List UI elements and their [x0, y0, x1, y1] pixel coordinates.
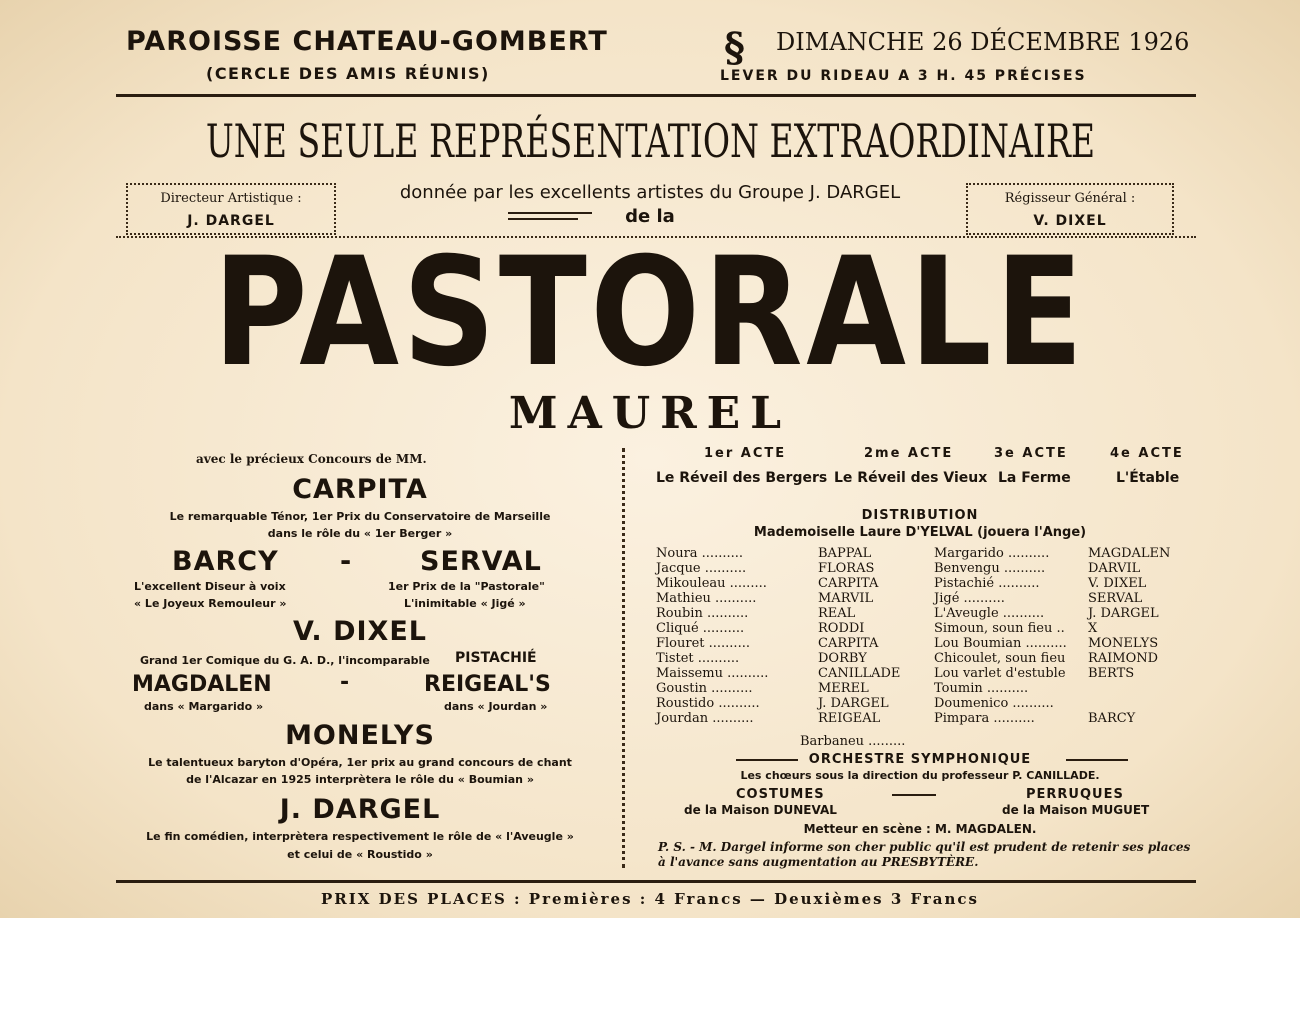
concours-intro: avec le précieux Concours de MM.: [196, 452, 427, 466]
cast-role: L'Aveugle ..........: [934, 606, 1045, 621]
cast-row: [656, 546, 926, 561]
artist-serval: SERVAL: [420, 546, 542, 577]
cast-role: Pistachié ..........: [934, 576, 1040, 591]
ps-line-1: P. S. - M. Dargel informe son cher public qu'il est prudent de retenir ses places: [658, 840, 1191, 854]
cast-role: Doumenico ..........: [934, 696, 1054, 711]
act-4-number: 4e ACTE: [1110, 446, 1184, 461]
cast-actor: CANILLADE: [818, 666, 901, 681]
cast-row: [656, 621, 926, 636]
carpita-role: dans le rôle du « 1er Berger »: [267, 527, 453, 540]
circle-name: (CERCLE DES AMIS RÉUNIS): [206, 64, 490, 83]
cast-row: [656, 711, 926, 726]
cast-role: Margarido ..........: [934, 546, 1050, 561]
cast-row: [934, 576, 1194, 591]
cast-row: [934, 666, 1194, 681]
distribution-heading: DISTRIBUTION: [861, 508, 979, 523]
perruques-house: de la Maison MUGUET: [1002, 803, 1150, 817]
monelys-role: de l'Alcazar en 1925 interprètera le rôle du « Boumian »: [186, 773, 534, 786]
cast-role: Jigé ..........: [934, 591, 1005, 606]
costumes-rule: [892, 794, 936, 796]
director-name: J. DARGEL: [187, 213, 275, 229]
act-2-number: 2me ACTE: [864, 446, 954, 461]
cast-role: Jourdan ..........: [656, 711, 754, 726]
cast-row: [934, 651, 1194, 666]
cast-row: [656, 561, 926, 576]
cast-row: [656, 636, 926, 651]
cast-role: Chicoulet, soun fieu: [934, 651, 1066, 666]
director-label: Directeur Artistique :: [160, 191, 302, 206]
given-by: donnée par les excellents artistes du Groupe J. DARGEL: [399, 182, 901, 203]
column-divider: [622, 448, 625, 868]
de-la: de la: [625, 206, 675, 227]
ticket-prices: PRIX DES PLACES : Premières : 4 Francs — Deuxièmes 3 Francs: [321, 890, 979, 908]
cast-actor: REIGEAL: [818, 711, 881, 726]
cast-role: Mathieu ..........: [656, 591, 757, 606]
cast-actor: RODDI: [818, 621, 865, 636]
cast-actor: BARCY: [1088, 711, 1136, 726]
cast-row: [656, 651, 926, 666]
cast-row: [934, 681, 1194, 696]
dash: -: [340, 546, 353, 577]
dargel-desc: Le fin comédien, interprètera respectivement le rôle de « l'Aveugle »: [146, 830, 574, 843]
cast-actor: BERTS: [1088, 666, 1135, 681]
cast-actor: BAPPAL: [818, 546, 872, 561]
cast-actor: RAIMOND: [1088, 651, 1159, 666]
artist-magdalen: MAGDALEN: [132, 672, 272, 697]
cast-actor: MEREL: [818, 681, 869, 696]
cast-actor: MARVIL: [818, 591, 874, 606]
cast-actor: X: [1088, 621, 1098, 636]
headline: UNE SEULE REPRÉSENTATION EXTRAORDINAIRE: [205, 114, 1095, 168]
dash: -: [340, 670, 350, 695]
parish-name: PAROISSE CHATEAU-GOMBERT: [126, 26, 608, 57]
regisseur-name: V. DIXEL: [1033, 213, 1107, 229]
act-1-number: 1er ACTE: [704, 446, 787, 461]
dixel-role: PISTACHIÉ: [455, 650, 537, 666]
section-ornament-icon: §: [724, 24, 745, 71]
cast-row: [934, 606, 1194, 621]
cast-role: Lou Boumian ..........: [934, 636, 1067, 651]
cast-role: Goustin ..........: [656, 681, 753, 696]
cast-row: [934, 621, 1194, 636]
cast-role: Pimpara ..........: [934, 711, 1035, 726]
cast-role: Roubin ..........: [656, 606, 749, 621]
cast-actor: MONELYS: [1088, 636, 1159, 651]
cast-role: Jacque ..........: [656, 561, 747, 576]
cast-role: Flouret ..........: [656, 636, 750, 651]
serval-role: L'inimitable « Jigé »: [404, 597, 526, 610]
artist-carpita: CARPITA: [292, 474, 428, 505]
cast-role: Mikouleau .........: [656, 576, 767, 591]
distribution-lead: Mademoiselle Laure D'YELVAL (jouera l'Ange): [753, 525, 1087, 540]
artist-monelys: MONELYS: [285, 720, 435, 751]
choirs: Les chœurs sous la direction du professeur P. CANILLADE.: [740, 769, 1100, 782]
perruques-heading: PERRUQUES: [1026, 787, 1124, 802]
cast-role: Lou varlet d'estuble: [934, 666, 1066, 681]
cast-row: [656, 606, 926, 621]
cast-row: [934, 711, 1194, 726]
cast-row: [656, 591, 926, 606]
cast-role: Benvengu ..........: [934, 561, 1046, 576]
orchestra: ORCHESTRE SYMPHONIQUE: [808, 752, 1032, 767]
cast-actor: MAGDALEN: [1088, 546, 1171, 561]
artist-barcy: BARCY: [172, 546, 279, 577]
serval-desc: 1er Prix de la "Pastorale": [388, 580, 545, 593]
play-author: MAUREL: [508, 388, 792, 439]
cast-actor: DARVIL: [1088, 561, 1141, 576]
costumes-house: de la Maison DUNEVAL: [684, 803, 837, 817]
barcy-desc: L'excellent Diseur à voix: [134, 580, 286, 593]
ornament-line: [508, 212, 592, 214]
cast-actor: DORBY: [818, 651, 867, 666]
act-3-number: 3e ACTE: [994, 446, 1068, 461]
cast-actor: SERVAL: [1088, 591, 1143, 606]
act-1-name: Le Réveil des Bergers: [656, 470, 828, 486]
dargel-role: et celui de « Roustido »: [287, 848, 433, 861]
act-4-name: L'Étable: [1116, 470, 1180, 486]
orchestra-rule: [1066, 759, 1128, 761]
dixel-desc: Grand 1er Comique du G. A. D., l'incomparable: [140, 654, 430, 667]
monelys-desc: Le talentueux baryton d'Opéra, 1er prix au grand concours de chant: [148, 756, 572, 769]
magdalen-role: dans « Margarido »: [144, 700, 264, 713]
ornament-line: [508, 218, 578, 220]
performance-date: DIMANCHE 26 DÉCEMBRE 1926: [776, 28, 1190, 56]
header-rule: [116, 94, 1196, 97]
act-2-name: Le Réveil des Vieux: [834, 470, 988, 486]
cast-row: [934, 561, 1194, 576]
cast-row: [656, 681, 926, 696]
curtain-time: LEVER DU RIDEAU A 3 H. 45 PRÉCISES: [720, 68, 1087, 84]
carpita-desc: Le remarquable Ténor, 1er Prix du Conservatoire de Marseille: [169, 510, 551, 523]
cast-row: [934, 591, 1194, 606]
cast-role: Noura ..........: [656, 546, 743, 561]
cast-row: [934, 696, 1194, 711]
ps-line-2: à l'avance sans augmentation au PRESBYTÈRE.: [658, 855, 979, 869]
cast-actor: J. DARGEL: [818, 696, 889, 711]
cast-role: Toumin ..........: [934, 681, 1029, 696]
costumes-heading: COSTUMES: [736, 787, 825, 802]
cast-actor: REAL: [818, 606, 856, 621]
artist-reigeals: REIGEAL'S: [424, 672, 551, 697]
act-3-name: La Ferme: [998, 470, 1071, 486]
cast-row: [656, 666, 926, 681]
reigeals-role: dans « Jourdan »: [444, 700, 548, 713]
cast-row: [934, 636, 1194, 651]
cast-row: [656, 696, 926, 711]
artist-dixel: V. DIXEL: [293, 616, 427, 647]
cast-actor: V. DIXEL: [1088, 576, 1147, 591]
metteur-en-scene: Metteur en scène : M. MAGDALEN.: [803, 822, 1037, 836]
cast-actor: J. DARGEL: [1088, 606, 1159, 621]
artist-dargel: J. DARGEL: [279, 794, 441, 825]
cast-role: Cliqué ..........: [656, 621, 745, 636]
cast-role: Maissemu ..........: [656, 666, 769, 681]
regisseur-label: Régisseur Général :: [1004, 191, 1136, 206]
cast-actor: CARPITA: [818, 576, 879, 591]
cast-row: [934, 546, 1194, 561]
cast-role: Simoun, soun fieu ..: [934, 621, 1065, 636]
cast-actor: FLORAS: [818, 561, 875, 576]
cast-role: Tistet ..........: [656, 651, 740, 666]
cast-role: Roustido ..........: [656, 696, 760, 711]
cast-row: [656, 576, 926, 591]
cast-actor: CARPITA: [818, 636, 879, 651]
cast-barbaneu: Barbaneu .........: [800, 734, 906, 749]
barcy-role: « Le Joyeux Remouleur »: [134, 597, 287, 610]
play-title: PASTORALE: [213, 226, 1087, 400]
footer-rule: [116, 880, 1196, 883]
